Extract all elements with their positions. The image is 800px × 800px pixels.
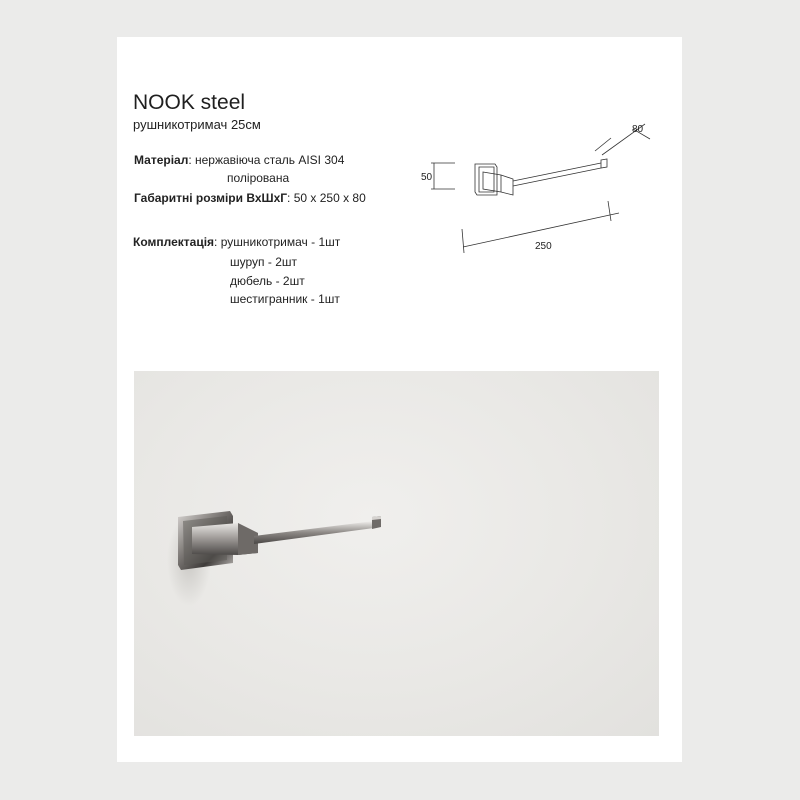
product-photo [134,371,659,736]
material-value: : нержавіюча сталь AISI 304 [188,153,345,167]
technical-drawing [417,117,662,257]
arm-shape [254,521,374,544]
kit-item: дюбель - 2шт [230,274,305,288]
height-label: 50 [421,172,433,183]
kit-row [133,235,340,250]
depth-label: 80 [632,124,644,135]
kit-item: шуруп - 2шт [230,255,297,269]
width-label: 250 [535,241,552,252]
kit-item: : рушникотримач - 1шт [214,235,341,249]
product-sheet [117,37,682,762]
product-subtitle: рушникотримач 25см [133,117,261,132]
dimensions-value: : 50 x 250 x 80 [287,191,366,205]
end-cap-outline [601,159,607,168]
arm-line [513,163,601,181]
towel-holder-image [134,371,659,736]
material-value-cont: полірована [227,171,290,185]
material-label: Матеріал [134,153,189,167]
dimensions-row [134,191,366,206]
product-title: NOOK steel [133,91,246,114]
kit-label: Комплектація [133,235,215,249]
material-row [134,153,344,168]
arm-block-outline [483,172,513,195]
kit-item: шестигранник - 1шт [230,292,340,306]
dimensions-label: Габаритні розміри ВхШхГ [134,191,288,205]
